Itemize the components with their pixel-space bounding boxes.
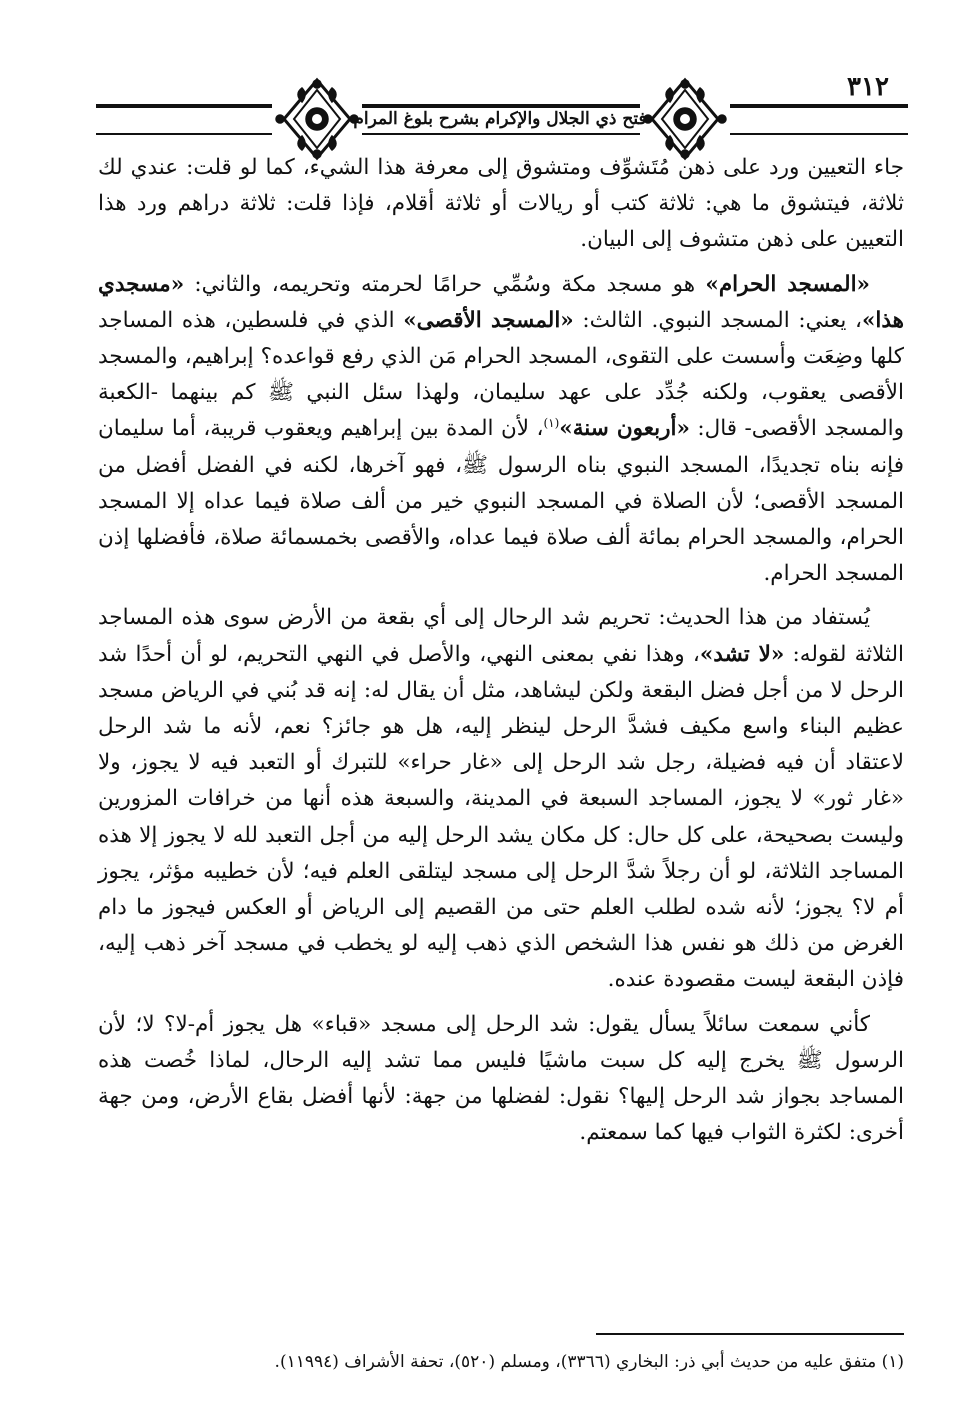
- page-number: ٣١٢: [847, 72, 889, 102]
- quoted-phrase: «لا تشد»: [699, 641, 785, 667]
- quoted-phrase: «المسجد الأقصى»: [403, 307, 574, 333]
- text-run: ، يعني: المسجد النبوي. الثالث:: [573, 307, 862, 333]
- footnote: (١) متفق عليه من حديث أبي ذر: البخاري (٣٣٦٦)، ومسلم (٥٢٠)، تحفة الأشراف (١١٩٩٤).: [274, 1352, 904, 1372]
- quoted-phrase: «أربعون سنة»: [559, 416, 690, 442]
- header-rule-bottom: [96, 133, 908, 135]
- body-text: [98, 150, 904, 1151]
- paragraph: [98, 267, 904, 593]
- text-run: جاء التعيين ورد على ذهن مُتَشوِّف ومتشوق إلى معرفة هذا الشيء، كما لو قلت: عندي لك ثلاثة، فيتشوق ما هي: ثلاثة كتب أو ريالات أو ثلاثة أقلام، فإذا قلت: ثلاثة دراهم ورد هذا التعيين على ذهن متشوف إلى البيان.: [98, 155, 904, 253]
- page-header: [0, 0, 978, 150]
- paragraph: [98, 150, 904, 259]
- quoted-phrase: «المسجد الحرام»: [705, 271, 870, 297]
- text-run: ، وهذا نفي بمعنى النهي، والأصل في النهي التحريم، لو أن أحدًا شد الرحل لا من أجل فضل البقعة ولكن ليشاهد، مثل أن يقال له: إنه قد بُني في الرياض مسجد عظيم البناء واسع مكيف فشدَّ الرحل لينظر إليه، هل هو جائز؟ نعم، لأنه ما شد الرحل لاعتقاد أن فيه فضيلة، رجل شد الرحل إلى «غار حراء» للتبرك أو التعبد فيه لا يجوز، ولا «غار ثور» لا يجوز، المساجد السبعة في المدينة، والسبعة هذه أنها من خرافات المزورين وليست بصحيحة، على كل حال: كل مكان يشد الرحل إليه من أجل التعبد لله لا يجوز إلا هذه المساجد الثلاثة، لو أن رجلاً شدَّ الرحل إلى مسجد ليتلقى العلم فيه؛ لأن خطيبه مؤثر، يجوز أم لا؟ يجوز؛ لأنه شده لطلب العلم حتى من القصيم إلى الرياض أو العكس فيجوز ما دام الغرض من ذلك هو نفس هذا الشخص الذي ذهب إليه لو يخطب في مسجد آخر ذهب إليه، فإذن البقعة ليست مقصودة عنده.: [98, 641, 904, 993]
- quoted-phrase: «مسجدي هذا»: [98, 271, 904, 333]
- paragraph: [98, 1007, 904, 1152]
- text-run: كأني سمعت سائلاً يسأل يقول: شد الرحل إلى مسجد «قباء» هل يجوز أم-لا؟ لا؛ لأن الرسول ﷺ يخرج إليه كل سبت ماشيًا فليس مما تشد إليه الرحال، لماذا خُصت هذه المساجد بجواز شد الرحل إليها؟ نقول: لفضلها من جهة: لأنها أفضل بقاع الأرض، ومن جهة أخرى: لكثرة الثواب فيها كما سمعتم.: [98, 1011, 904, 1146]
- text-run: يُستفاد من هذا الحديث: تحريم شد الرحال إلى أي بقعة من الأرض سوى هذه المساجد الثلاثة لقوله:: [98, 605, 904, 667]
- text-run: هو مسجد مكة وسُمِّي حرامًا لحرمته وتحريمه، والثاني:: [184, 271, 706, 297]
- footnote-ref: (١): [543, 416, 560, 431]
- book-title: فتح ذي الجلال والإكرام بشرح بلوغ المرام: [353, 109, 647, 129]
- text-run: الذي في فلسطين، هذه المساجد كلها وضِعَت وأسست على التقوى، المسجد الحرام مَن الذي رفع قواعده؟ إبراهيم، والمسجد الأقصى يعقوب، ولكنه جُدِّد على عهد سليمان، ولهذا سئل النبي ﷺ كم بينهما -الكعبة والمسجد الأقصى- قال:: [98, 307, 905, 442]
- footnote-rule: [596, 1333, 904, 1335]
- text-run: ، لأن المدة بين إبراهيم ويعقوب قريبة، أما سليمان فإنه بناه تجديدًا، المسجد النبوي بناه الرسول ﷺ، فهو آخرها، لكنه في الفضل أفضل من المسجد الأقصى؛ لأن الصلاة في المسجد النبوي خير من ألف صلاة فيما عداه إلا المسجد الحرام، والمسجد الحرام بمائة ألف صلاة فيما عداه، والأقصى بخمسمائة صلاة، فأفضلها إذن المسجد الحرام.: [98, 416, 904, 587]
- paragraph: [98, 600, 904, 998]
